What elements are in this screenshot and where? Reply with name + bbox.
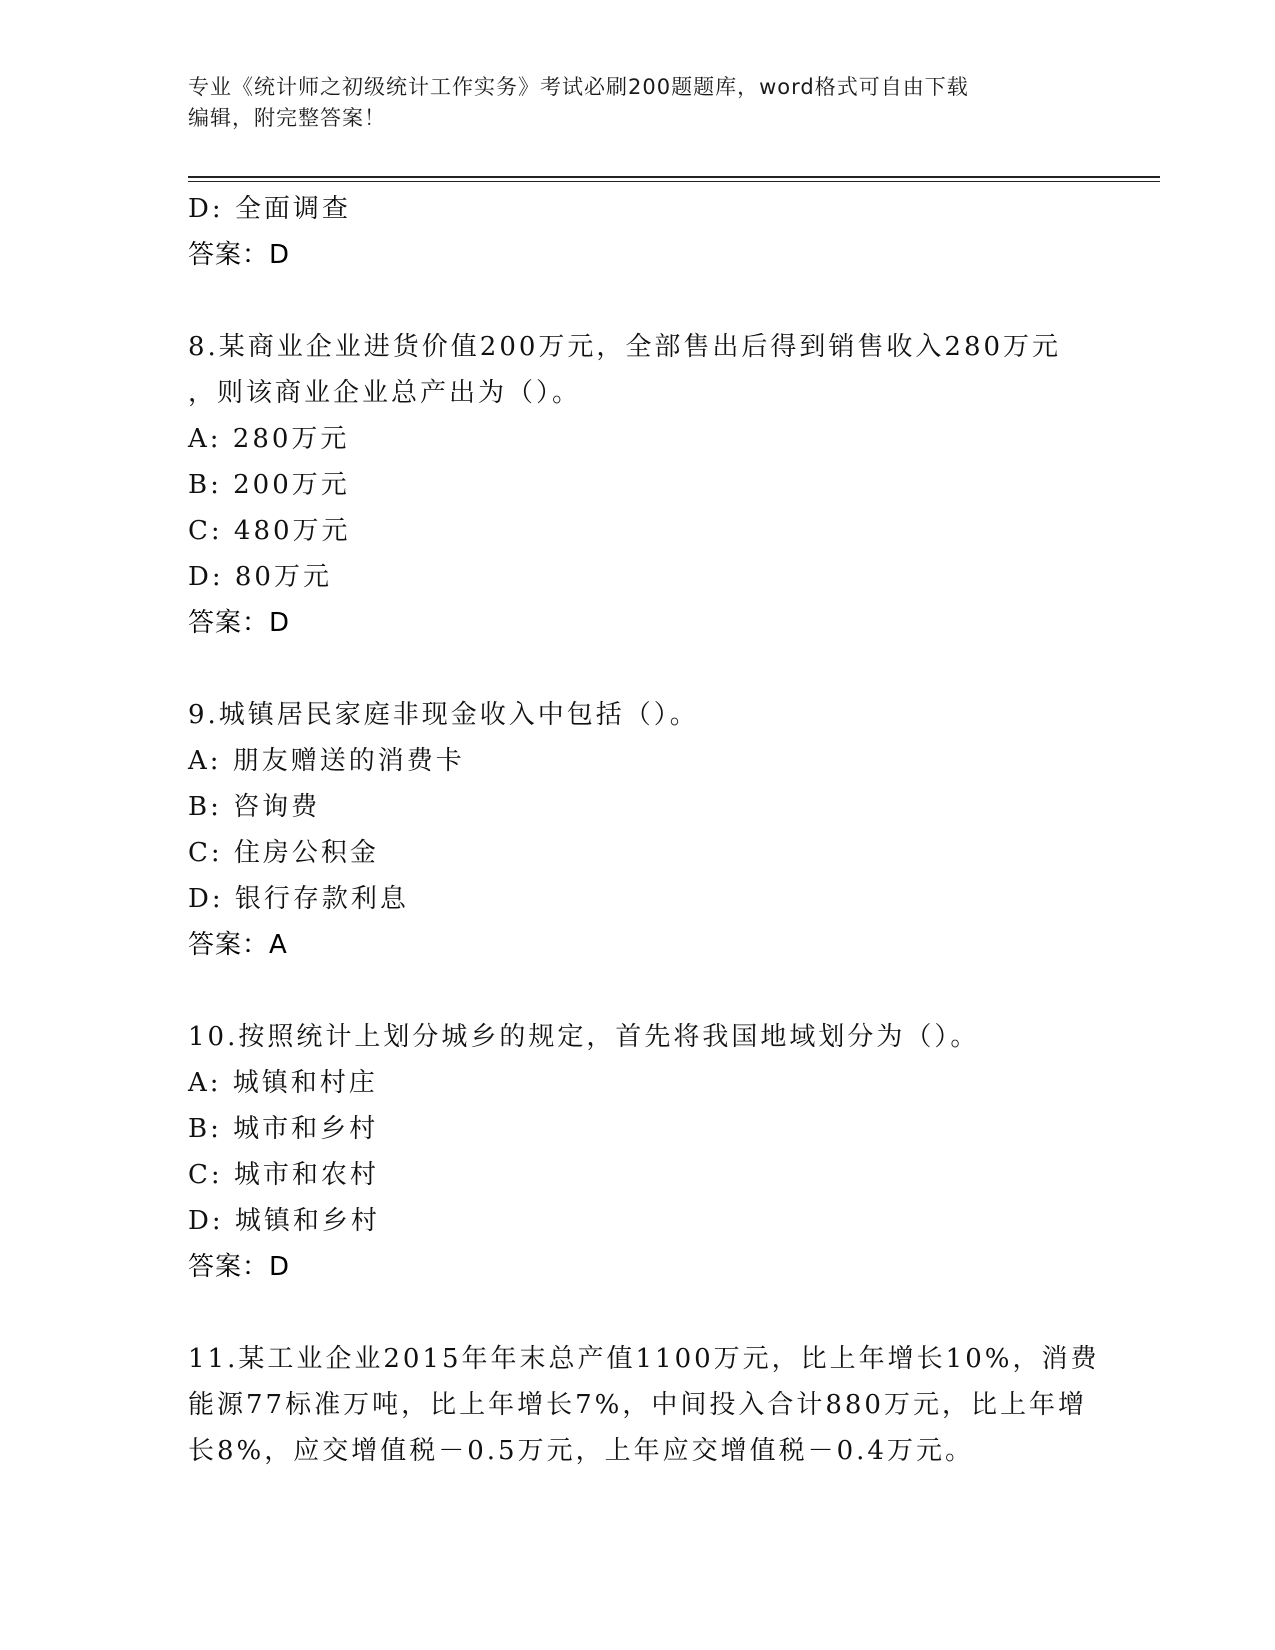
question-text-line-1: 8.某商业企业进货价值200万元，全部售出后得到销售收入280万元 [188, 332, 1062, 362]
option-b: B: 200万元 [188, 470, 350, 500]
option-d: D: 全面调查 [188, 194, 351, 224]
question-10 [188, 1014, 1168, 1290]
answer-line: 答案：D [188, 240, 291, 270]
question-8 [188, 324, 1168, 646]
option-c: C: 城市和农村 [188, 1160, 379, 1190]
answer-line: 答案：D [188, 1252, 291, 1282]
question-text-line-1: 11.某工业企业2015年年末总产值1100万元，比上年增长10%，消费 [188, 1344, 1100, 1374]
question-text-line-3: 长8%，应交增值税－0.5万元，上年应交增值税－0.4万元。 [188, 1436, 974, 1466]
spacer [188, 646, 1168, 692]
spacer [188, 1290, 1168, 1336]
spacer [188, 278, 1168, 324]
page-header [188, 72, 1088, 134]
question-text-line-1: 10.按照统计上划分城乡的规定，首先将我国地域划分为（）。 [188, 1022, 980, 1052]
header-title-line-1: 专业《统计师之初级统计工作实务》考试必刷200题题库，word格式可自由下载 [188, 75, 969, 99]
question-text-line-1: 9.城镇居民家庭非现金收入中包括（）。 [188, 700, 699, 730]
option-d: D: 城镇和乡村 [188, 1206, 380, 1236]
header-divider-thin [188, 181, 1160, 182]
question-11 [188, 1336, 1168, 1474]
question-9 [188, 692, 1168, 968]
option-b: B: 咨询费 [188, 792, 321, 822]
header-title-line-2: 编辑，附完整答案！ [188, 106, 386, 130]
spacer [188, 968, 1168, 1014]
option-d: D: 银行存款利息 [188, 884, 409, 914]
option-a: A: 280万元 [188, 424, 350, 454]
answer-line: 答案：D [188, 608, 291, 638]
header-divider-thick [188, 176, 1160, 178]
option-a: A: 朋友赠送的消费卡 [188, 746, 465, 776]
option-b: B: 城市和乡村 [188, 1114, 379, 1144]
option-c: C: 住房公积金 [188, 838, 379, 868]
question-list [188, 186, 1168, 1474]
answer-line: 答案：A [188, 930, 288, 960]
question-7-tail [188, 186, 1168, 278]
option-c: C: 480万元 [188, 516, 351, 546]
option-d: D: 80万元 [188, 562, 332, 592]
option-a: A: 城镇和村庄 [188, 1068, 378, 1098]
question-text-line-2: 能源77标准万吨，比上年增长7%，中间投入合计880万元，比上年增 [188, 1390, 1087, 1420]
question-text-line-2: ，则该商业企业总产出为（）。 [188, 378, 582, 408]
